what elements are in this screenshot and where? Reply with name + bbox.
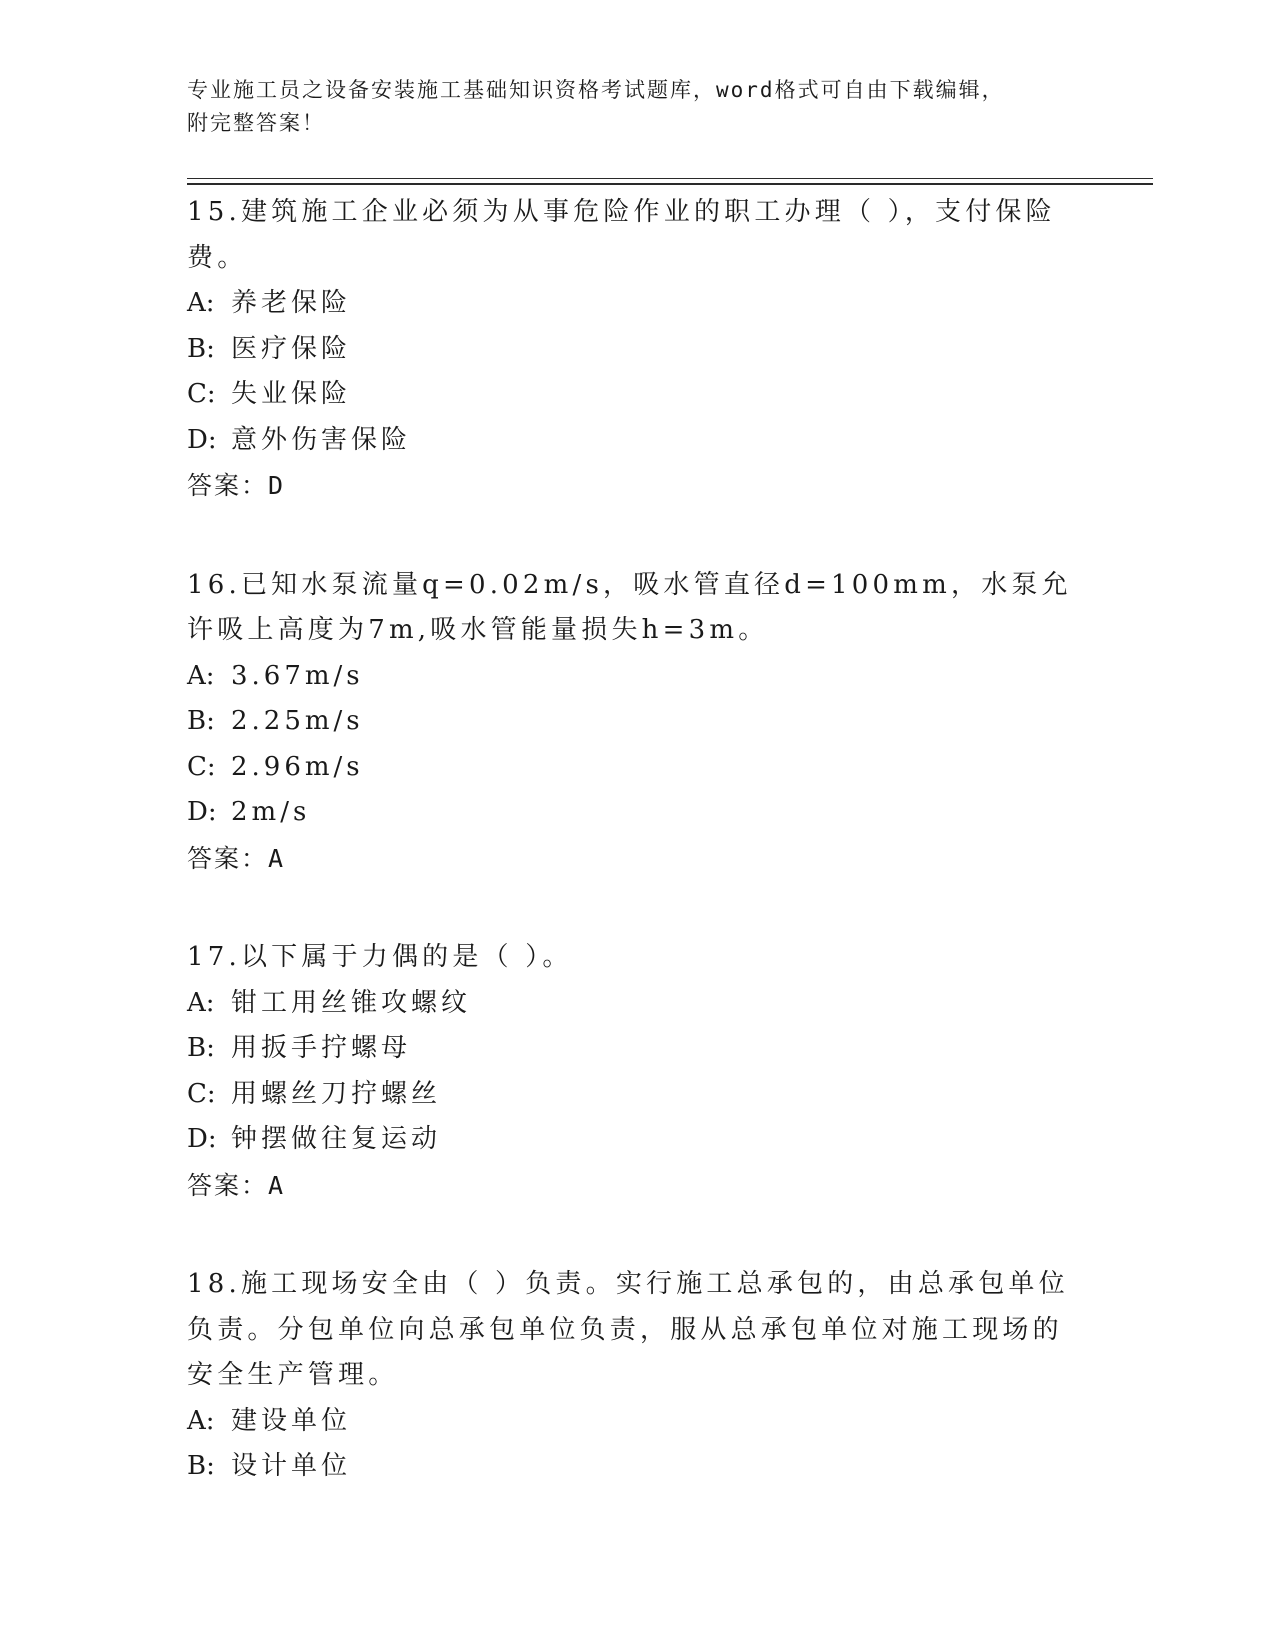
option-key: B: <box>187 1451 215 1481</box>
answer-line: 答案：A <box>187 1170 286 1200</box>
option-key: B: <box>187 333 215 364</box>
option-text: 意外伤害保险 <box>231 424 412 455</box>
header-divider-top <box>187 178 1153 179</box>
option-a <box>187 1399 1087 1445</box>
option-text: 用扳手拧螺母 <box>231 1033 412 1063</box>
option-text: 3.67m/s <box>231 660 364 691</box>
document-header <box>187 74 1087 140</box>
option-d <box>187 790 1087 836</box>
answer-line: 答案：D <box>187 471 286 500</box>
header-line-2: 附完整答案！ <box>187 111 325 135</box>
option-key: C: <box>187 751 216 782</box>
option-b <box>187 1444 1087 1490</box>
question-stem: 17.以下属于力偶的是（ ）。 <box>187 942 573 972</box>
option-text: 医疗保险 <box>231 333 352 364</box>
option-text: 建设单位 <box>231 1405 352 1436</box>
option-text: 2.25m/s <box>231 706 364 736</box>
question-list <box>187 190 1087 1544</box>
option-c <box>187 1072 1087 1118</box>
option-text: 2.96m/s <box>231 751 364 782</box>
option-text: 用螺丝刀拧螺丝 <box>231 1078 442 1109</box>
option-key: B: <box>187 706 215 736</box>
option-key: A: <box>187 288 215 318</box>
option-key: B: <box>187 1033 215 1063</box>
option-key: A: <box>187 1405 215 1436</box>
option-d <box>187 1117 1087 1163</box>
question-block <box>187 190 1087 509</box>
option-c <box>187 372 1087 418</box>
option-a <box>187 281 1087 327</box>
option-key: D: <box>187 797 217 827</box>
option-b <box>187 1026 1087 1072</box>
question-block <box>187 563 1087 882</box>
answer-line: 答案：A <box>187 843 286 873</box>
question-block <box>187 1262 1087 1490</box>
option-text: 养老保险 <box>231 288 352 318</box>
option-c <box>187 745 1087 791</box>
option-text: 钳工用丝锥攻螺纹 <box>231 987 472 1018</box>
option-key: C: <box>187 1078 216 1109</box>
option-key: A: <box>187 987 215 1018</box>
option-b <box>187 699 1087 745</box>
option-key: A: <box>187 660 215 691</box>
option-key: D: <box>187 424 217 455</box>
question-stem: 16.已知水泵流量q=0.02m/s，吸水管直径d=100mm，水泵允许吸上高度为7m,吸水管能量损失h=3m。 <box>187 569 1072 645</box>
header-divider-bottom <box>187 183 1153 185</box>
option-a <box>187 654 1087 700</box>
question-block <box>187 935 1087 1208</box>
question-stem: 18.施工现场安全由（ ）负责。实行施工总承包的，由总承包单位负责。分包单位向总承包单位负责，服从总承包单位对施工现场的安全生产管理。 <box>187 1269 1069 1390</box>
option-key: D: <box>187 1124 217 1154</box>
option-text: 2m/s <box>231 797 311 827</box>
question-stem: 15.建筑施工企业必须为从事危险作业的职工办理（ ），支付保险费。 <box>187 197 1056 273</box>
option-a <box>187 981 1087 1027</box>
header-line-1: 专业施工员之设备安装施工基础知识资格考试题库，word格式可自由下载编辑， <box>187 78 1005 102</box>
option-text: 钟摆做往复运动 <box>231 1124 442 1154</box>
option-b <box>187 327 1087 373</box>
option-key: C: <box>187 379 216 409</box>
option-text: 失业保险 <box>231 379 352 409</box>
option-text: 设计单位 <box>231 1451 352 1481</box>
option-d <box>187 418 1087 464</box>
